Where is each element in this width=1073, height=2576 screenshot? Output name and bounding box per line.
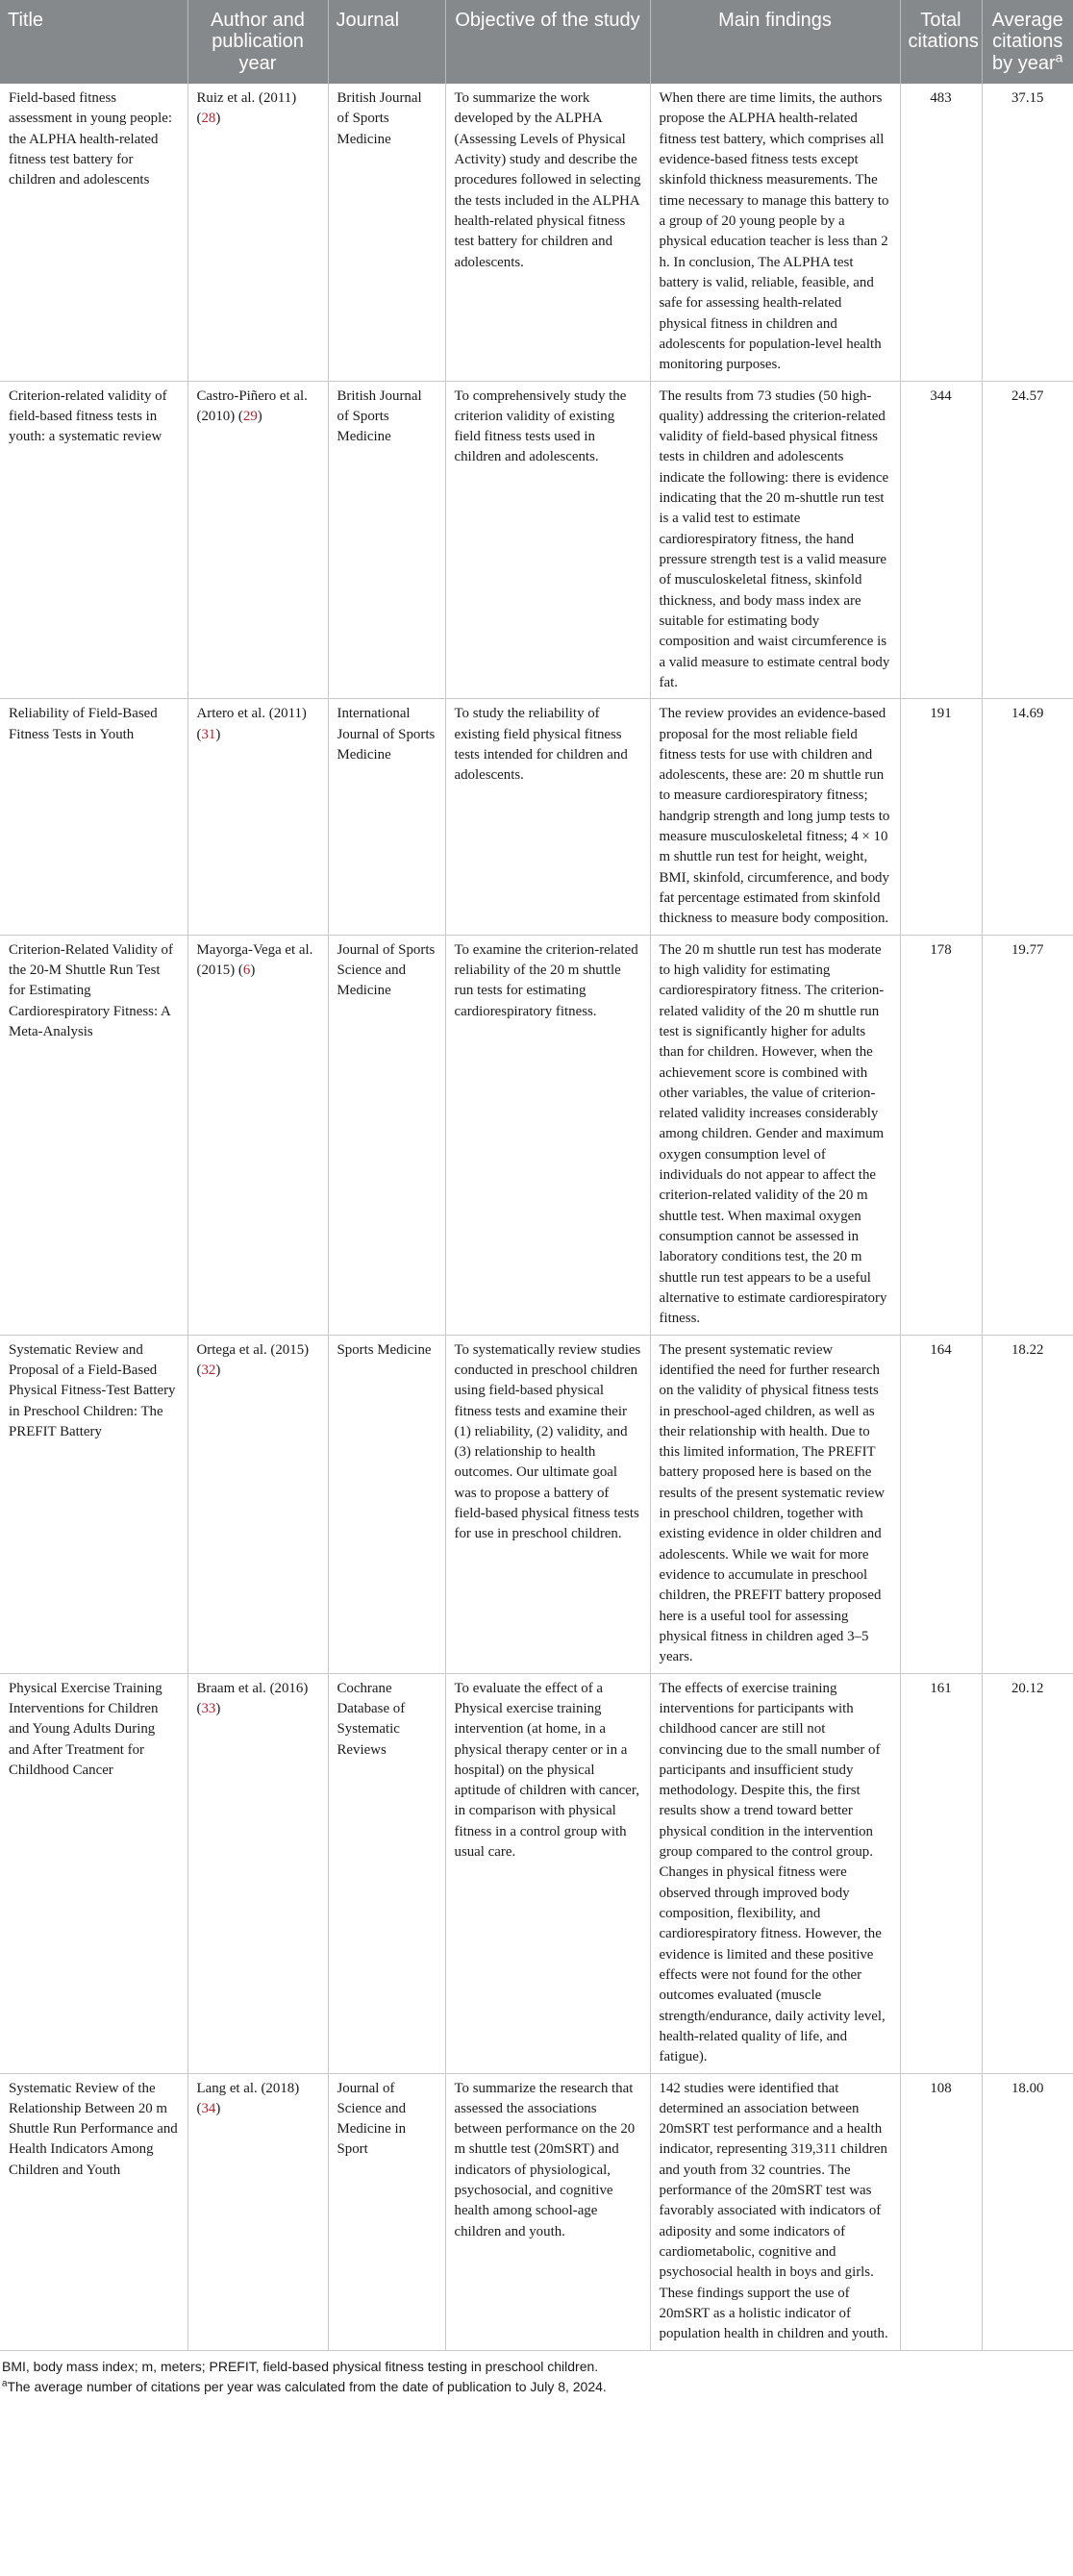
cell-total-citations: 108 xyxy=(900,2073,982,2350)
cell-title: Systematic Review and Proposal of a Field-Based Physical Fitness-Test Battery in Preschool Children: The PREFIT Battery xyxy=(0,1335,187,1673)
reference-link[interactable]: 32 xyxy=(201,1362,216,1378)
table-row xyxy=(0,84,1073,381)
cell-journal: Sports Medicine xyxy=(328,1335,445,1673)
footnote-marker: a xyxy=(2,2378,8,2389)
cell-title: Field-based fitness assessment in young people: the ALPHA health-related fitness test battery for children and adolescents xyxy=(0,84,187,381)
cell-findings: The present systematic review identified the need for further research on the validity of physical fitness tests in preschool-aged children, as well as their relationship with health. Due to this limited information, The PREFIT battery proposed here is based on the results of the present systematic review in preschool children, together with existing evidence in older children and adolescents. While we wait for more evidence to accumulate in preschool children, the PREFIT battery proposed here is a useful tool for assessing physical fitness in children aged 3–5 years. xyxy=(650,1335,900,1673)
table-row xyxy=(0,2073,1073,2350)
cell-author: Castro-Piñero et al. (2010) (29) xyxy=(187,381,328,699)
footnote-marker: a xyxy=(1055,49,1063,65)
reference-link[interactable]: 33 xyxy=(201,1700,216,1716)
cell-author: Braam et al. (2016) (33) xyxy=(187,1673,328,2073)
cell-total-citations: 164 xyxy=(900,1335,982,1673)
cell-total-citations: 344 xyxy=(900,381,982,699)
author-text: Mayorga-Vega et al. (2015) xyxy=(196,941,313,978)
cell-average-citations: 37.15 xyxy=(982,84,1073,381)
reference-link[interactable]: 31 xyxy=(201,726,216,742)
table-row xyxy=(0,699,1073,935)
cell-objective: To comprehensively study the criterion validity of existing field fitness tests used in children and adolescents. xyxy=(445,381,650,699)
cell-total-citations: 161 xyxy=(900,1673,982,2073)
cell-title: Reliability of Field-Based Fitness Tests in Youth xyxy=(0,699,187,935)
cell-journal: Journal of Science and Medicine in Sport xyxy=(328,2073,445,2350)
cell-total-citations: 178 xyxy=(900,935,982,1335)
cell-findings: The 20 m shuttle run test has moderate to high validity for estimating cardiorespiratory fitness. The criterion-related validity of the 20 m shuttle run test is significantly higher for adults than for children. However, when the achievement score is combined with other variables, the value of criterion-related validity increases considerably among children. Gender and maximum oxygen consumption level of individuals do not appear to affect the criterion-related validity of the 20 m shuttle test. When maximal oxygen consumption cannot be assessed in laboratory conditions test, the 20 m shuttle run test appears to be a useful alternative to estimate cardiorespiratory fitness. xyxy=(650,935,900,1335)
cell-average-citations: 18.22 xyxy=(982,1335,1073,1673)
reference-link[interactable]: 6 xyxy=(242,962,251,978)
table-row xyxy=(0,1673,1073,2073)
abbreviations-note: BMI, body mass index; m, meters; PREFIT, field-based physical fitness testing in preschool children. xyxy=(2,2358,599,2374)
cell-objective: To systematically review studies conducted in preschool children using field-based physical fitness tests and examine their (1) reliability, (2) validity, and (3) relationship to health outcomes. Our ultimate goal was to propose a battery of field-based physical fitness tests for use in preschool children. xyxy=(445,1335,650,1673)
cell-total-citations: 483 xyxy=(900,84,982,381)
cell-findings: When there are time limits, the authors propose the ALPHA health-related fitness test battery, which comprises all evidence-based fitness tests except skinfold thickness measurements. The time necessary to manage this battery to a group of 20 young people by a physical education teacher is less than 2 h. In conclusion, The ALPHA test battery is valid, reliable, feasible, and safe for assessing health-related physical fitness in children and adolescents for population-level health monitoring purposes. xyxy=(650,84,900,381)
cell-average-citations: 24.57 xyxy=(982,381,1073,699)
cell-title: Criterion-related validity of field-based fitness tests in youth: a systematic review xyxy=(0,381,187,699)
header-author: Author and publication year xyxy=(187,0,328,84)
author-text: Lang et al. (2018) xyxy=(196,2080,300,2096)
cell-findings: The review provides an evidence-based proposal for the most reliable field fitness tests for use with children and adolescents, these are: 20 m shuttle run to measure cardiorespiratory fitness; handgrip strength and long jump tests to measure musculoskeletal fitness; 4 × 10 m shuttle run test for height, weight, BMI, skinfold, circumference, and body fat percentage estimated from skinfold thickness to measure body composition. xyxy=(650,699,900,935)
cell-author: Artero et al. (2011) (31) xyxy=(187,699,328,935)
cell-author: Lang et al. (2018) (34) xyxy=(187,2073,328,2350)
cell-findings: The effects of exercise training interventions for participants with childhood cancer are still not convincing due to the small number of participants and insufficient study methodology. Despite this, the first results show a trend toward better physical condition in the intervention group compared to the control group. Changes in physical fitness were observed through improved body composition, flexibility, and cardiorespiratory fitness. However, the evidence is limited and these positive effects were not found for the other outcomes evaluated (muscle strength/endurance, daily activity level, health-related quality of life, and fatigue). xyxy=(650,1673,900,2073)
author-text: Ortega et al. (2015) xyxy=(196,1341,310,1358)
cell-title: Criterion-Related Validity of the 20-M Shuttle Run Test for Estimating Cardiorespiratory Fitness: A Meta-Analysis xyxy=(0,935,187,1335)
table-row xyxy=(0,935,1073,1335)
cell-average-citations: 14.69 xyxy=(982,699,1073,935)
cell-average-citations: 18.00 xyxy=(982,2073,1073,2350)
cell-findings: 142 studies were identified that determined an association between 20mSRT test performance and a health indicator, representing 319,311 children and youth from 32 countries. The performance of the 20mSRT test was favorably associated with indicators of adiposity and some indicators of cardiometabolic, cognitive and psychosocial health in boys and girls. These findings support the use of 20mSRT as a holistic indicator of population health in children and youth. xyxy=(650,2073,900,2350)
cell-objective: To study the reliability of existing field physical fitness tests intended for children and adolescents. xyxy=(445,699,650,935)
cell-objective: To evaluate the effect of a Physical exercise training intervention (at home, in a physical therapy center or in a hospital) on the physical aptitude of children with cancer, in comparison with physical fitness in a control group with usual care. xyxy=(445,1673,650,2073)
header-row xyxy=(0,0,1073,84)
cell-title: Physical Exercise Training Interventions for Children and Young Adults During and After Treatment for Childhood Cancer xyxy=(0,1673,187,2073)
author-text: Ruiz et al. (2011) xyxy=(196,90,297,107)
header-average-label: Average citations by year xyxy=(991,10,1063,74)
reference-link[interactable]: 28 xyxy=(201,111,216,127)
author-text: Castro-Piñero et al. (2010) xyxy=(196,388,308,424)
reference-link[interactable]: 34 xyxy=(201,2100,216,2116)
table-header xyxy=(0,0,1073,84)
cell-average-citations: 20.12 xyxy=(982,1673,1073,2073)
cell-average-citations: 19.77 xyxy=(982,935,1073,1335)
author-text: Braam et al. (2016) xyxy=(196,1680,309,1696)
cell-objective: To summarize the research that assessed the associations between performance on the 20 m shuttle test (20mSRT) and indicators of physiological, psychosocial, and cognitive health among school-age children and youth. xyxy=(445,2073,650,2350)
cell-author: Ortega et al. (2015) (32) xyxy=(187,1335,328,1673)
cell-objective: To examine the criterion-related reliability of the 20 m shuttle run tests for estimating cardiorespiratory fitness. xyxy=(445,935,650,1335)
cell-journal: International Journal of Sports Medicine xyxy=(328,699,445,935)
average-citations-note xyxy=(2,2377,1073,2397)
header-total-citations: Total citations xyxy=(900,0,982,84)
cell-author: Ruiz et al. (2011) (28) xyxy=(187,84,328,381)
header-findings: Main findings xyxy=(650,0,900,84)
cell-author: Mayorga-Vega et al. (2015) (6) xyxy=(187,935,328,1335)
header-objective: Objective of the study xyxy=(445,0,650,84)
cell-objective: To summarize the work developed by the ALPHA (Assessing Levels of Physical Activity) study and describe the procedures followed in selecting the tests included in the ALPHA health-related physical fitness test battery for children and adolescents. xyxy=(445,84,650,381)
reference-link[interactable]: 29 xyxy=(242,408,258,424)
author-text: Artero et al. (2011) xyxy=(196,706,307,722)
table-body xyxy=(0,84,1073,2350)
footnote-text: The average number of citations per year was calculated from the date of publication to July 8, 2024. xyxy=(7,2378,607,2394)
table-row xyxy=(0,381,1073,699)
cell-journal: Journal of Sports Science and Medicine xyxy=(328,935,445,1335)
cell-title: Systematic Review of the Relationship Between 20 m Shuttle Run Performance and Health Indicators Among Children and Youth xyxy=(0,2073,187,2350)
cell-journal: Cochrane Database of Systematic Reviews xyxy=(328,1673,445,2073)
cell-journal: British Journal of Sports Medicine xyxy=(328,84,445,381)
header-average-citations xyxy=(982,0,1073,84)
cell-findings: The results from 73 studies (50 high-quality) addressing the criterion-related validity of field-based physical fitness tests in children and adolescents indicate the following: there is evidence indicating that the 20 m-shuttle run test is a valid test to estimate cardiorespiratory fitness, the hand pressure strength test is a valid measure of musculoskeletal fitness, skinfold thickness, and body mass index are suitable for estimating body composition and waist circumference is a valid measure to estimate central body fat. xyxy=(650,381,900,699)
cell-journal: British Journal of Sports Medicine xyxy=(328,381,445,699)
cell-total-citations: 191 xyxy=(900,699,982,935)
header-journal: Journal xyxy=(328,0,445,84)
header-title: Title xyxy=(0,0,187,84)
table-footnotes xyxy=(0,2351,1073,2398)
table-row xyxy=(0,1335,1073,1673)
